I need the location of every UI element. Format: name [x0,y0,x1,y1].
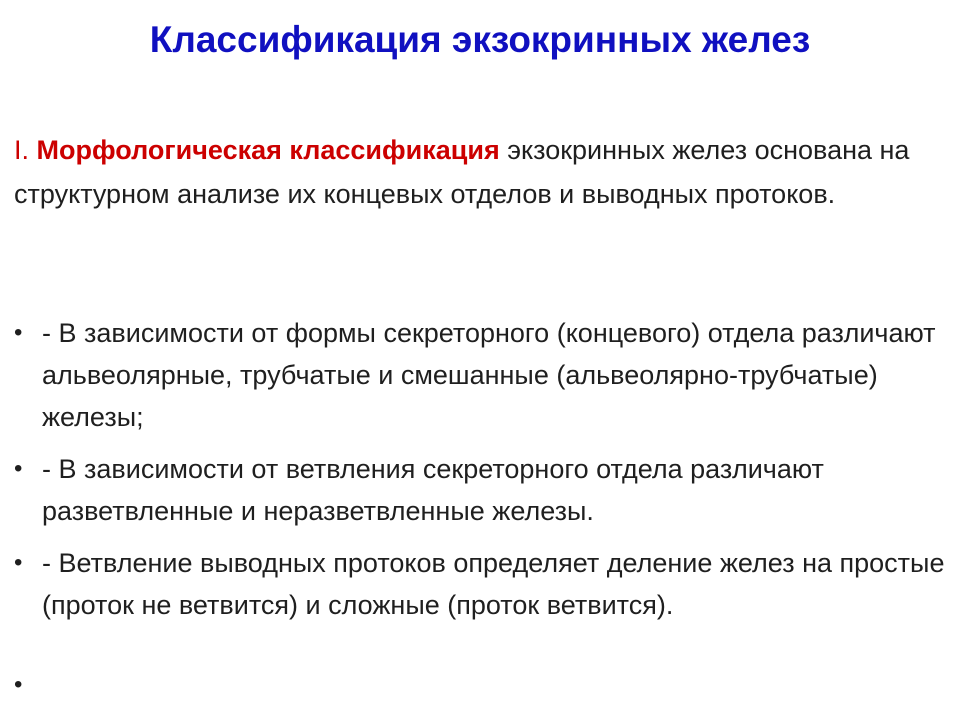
intro-text: экзокринных желез основана на структурном анализе их концевых отделов и выводных протоков. [14,135,910,209]
slide-title: Классификация экзокринных желез [149,19,811,60]
bullet-dot-icon: • [14,549,23,576]
empty-bullet-dot-icon: • [14,671,23,698]
bullet-dot-icon: • [14,455,23,482]
intro-highlight: Морфологическая классификация [36,135,500,165]
intro-paragraph [14,128,944,216]
bullet-text: - В зависимости от ветвления секреторного отдела различают разветвленные и неразветвленные железы. [42,454,824,526]
bullet-item-shape [14,312,949,438]
section-number: I. [14,135,30,165]
bullet-text: - В зависимости от формы секреторного (концевого) отдела различают альвеолярные, трубчатые и смешанные (альвеолярно-трубчатые) железы; [42,318,936,432]
bullet-item-ducts [14,542,949,626]
bullet-list [14,312,949,636]
bullet-text: - Ветвление выводных протоков определяет деление желез на простые (проток не ветвится) и сложные (проток ветвится). [42,548,945,620]
bullet-item-branching [14,448,949,532]
bullet-dot-icon: • [14,319,23,346]
